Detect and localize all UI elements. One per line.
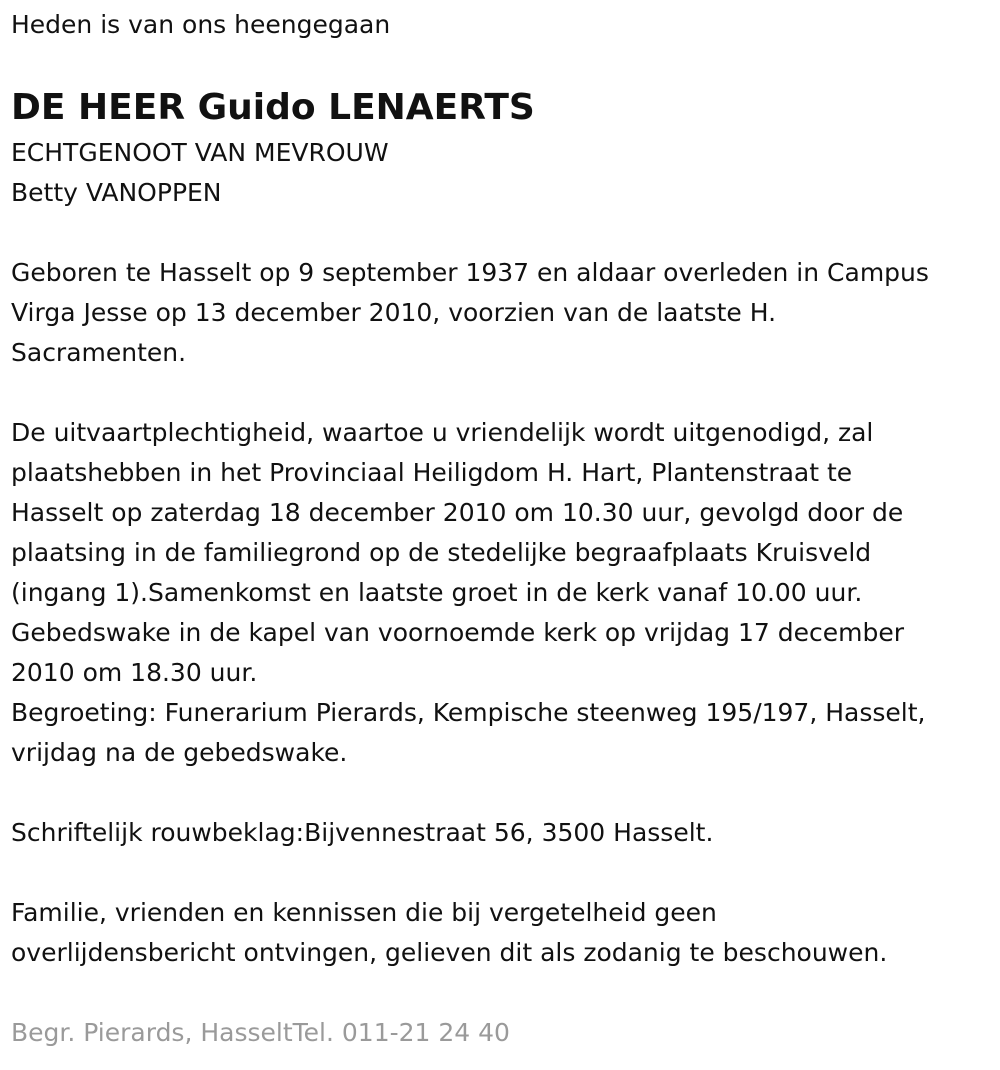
intro-text: Heden is van ons heengegaan bbox=[11, 10, 391, 39]
paragraph-line: 2010 om 18.30 uur. bbox=[11, 658, 258, 687]
deceased-name: DE HEER Guido LENAERTS bbox=[11, 87, 535, 128]
paragraph-line: Geboren te Hasselt op 9 september 1937 en aldaar overleden in Campus bbox=[11, 258, 929, 287]
spacer bbox=[11, 213, 1000, 253]
paragraph-line: De uitvaartplechtigheid, waartoe u vriendelijk wordt uitgenodigd, zal bbox=[11, 418, 874, 447]
paragraph-line: overlijdensbericht ontvingen, gelieven dit als zodanig te beschouwen. bbox=[11, 938, 888, 967]
notice-paragraph bbox=[11, 893, 1000, 973]
funeral-paragraph bbox=[11, 413, 1000, 773]
paragraph-line: Gebedswake in de kapel van voornoemde kerk op vrijdag 17 december bbox=[11, 618, 904, 647]
relation-line-1: ECHTGENOOT VAN MEVROUW bbox=[11, 138, 389, 167]
paragraph-line: vrijdag na de gebedswake. bbox=[11, 738, 348, 767]
paragraph-line: Begroeting: Funerarium Pierards, Kempische steenweg 195/197, Hasselt, bbox=[11, 698, 926, 727]
birth-death-paragraph bbox=[11, 253, 1000, 373]
paragraph-line: plaatsing in de familiegrond op de stedelijke begraafplaats Kruisveld bbox=[11, 538, 872, 567]
relation-line-2: Betty VANOPPEN bbox=[11, 178, 222, 207]
paragraph-line: Virga Jesse op 13 december 2010, voorzien van de laatste H. bbox=[11, 298, 777, 327]
spacer bbox=[11, 773, 1000, 813]
funeral-home-footer: Begr. Pierards, HasseltTel. 011-21 24 40 bbox=[11, 1018, 510, 1047]
paragraph-line: Hasselt op zaterdag 18 december 2010 om 10.30 uur, gevolgd door de bbox=[11, 498, 904, 527]
paragraph-line: (ingang 1).Samenkomst en laatste groet in de kerk vanaf 10.00 uur. bbox=[11, 578, 863, 607]
paragraph-line: Sacramenten. bbox=[11, 338, 187, 367]
spacer bbox=[11, 373, 1000, 413]
condolences-address: Schriftelijk rouwbeklag:Bijvennestraat 56, 3500 Hasselt. bbox=[11, 818, 714, 847]
paragraph-line: plaatshebben in het Provinciaal Heiligdom H. Hart, Plantenstraat te bbox=[11, 458, 853, 487]
paragraph-line: Familie, vrienden en kennissen die bij vergetelheid geen bbox=[11, 898, 717, 927]
spacer bbox=[11, 853, 1000, 893]
